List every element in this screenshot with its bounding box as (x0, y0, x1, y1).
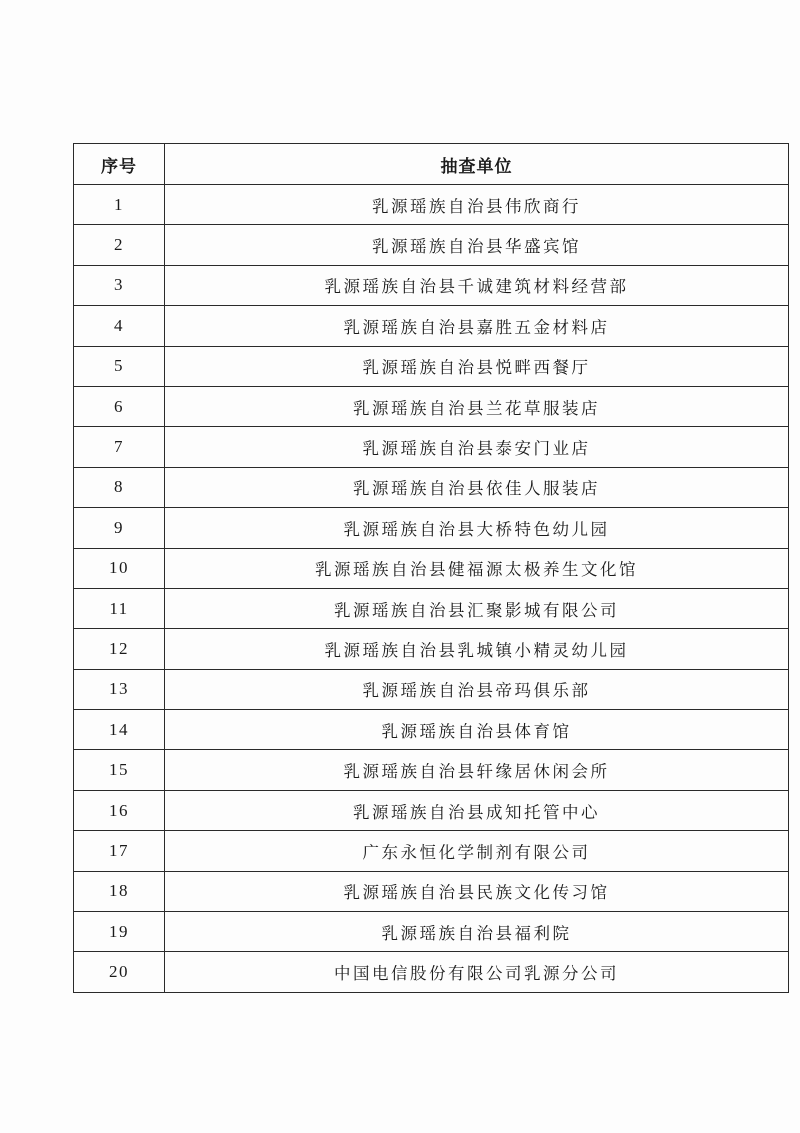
row-seq: 4 (74, 306, 165, 346)
row-seq: 14 (74, 710, 165, 750)
row-seq: 13 (74, 669, 165, 709)
row-seq: 17 (74, 831, 165, 871)
table-row (74, 629, 789, 669)
row-seq: 12 (74, 629, 165, 669)
row-seq: 8 (74, 467, 165, 507)
header-unit: 抽查单位 (165, 144, 789, 185)
table-row (74, 669, 789, 709)
table-body (74, 185, 789, 993)
row-unit: 乳源瑶族自治县依佳人服装店 (165, 467, 789, 507)
row-seq: 19 (74, 912, 165, 952)
row-unit: 广东永恒化学制剂有限公司 (165, 831, 789, 871)
row-unit: 乳源瑶族自治县伟欣商行 (165, 185, 789, 225)
row-seq: 11 (74, 588, 165, 628)
table-row (74, 710, 789, 750)
table-row (74, 548, 789, 588)
table-row (74, 185, 789, 225)
row-seq: 10 (74, 548, 165, 588)
row-unit: 乳源瑶族自治县民族文化传习馆 (165, 871, 789, 911)
header-seq: 序号 (74, 144, 165, 185)
row-seq: 1 (74, 185, 165, 225)
row-unit: 乳源瑶族自治县福利院 (165, 912, 789, 952)
table-row (74, 225, 789, 265)
row-seq: 6 (74, 386, 165, 426)
row-unit: 乳源瑶族自治县华盛宾馆 (165, 225, 789, 265)
table-row (74, 265, 789, 305)
row-unit: 乳源瑶族自治县帝玛俱乐部 (165, 669, 789, 709)
row-unit: 乳源瑶族自治县成知托管中心 (165, 790, 789, 830)
row-seq: 16 (74, 790, 165, 830)
row-seq: 2 (74, 225, 165, 265)
table-row (74, 831, 789, 871)
table-row (74, 386, 789, 426)
row-seq: 15 (74, 750, 165, 790)
inspection-table (73, 143, 789, 993)
table-row (74, 467, 789, 507)
table-row (74, 508, 789, 548)
table-row (74, 952, 789, 992)
row-seq: 20 (74, 952, 165, 992)
table-row (74, 871, 789, 911)
row-seq: 5 (74, 346, 165, 386)
row-unit: 乳源瑶族自治县泰安门业店 (165, 427, 789, 467)
table-row (74, 427, 789, 467)
row-unit: 乳源瑶族自治县轩缘居休闲会所 (165, 750, 789, 790)
table-row (74, 306, 789, 346)
row-unit: 中国电信股份有限公司乳源分公司 (165, 952, 789, 992)
row-unit: 乳源瑶族自治县大桥特色幼儿园 (165, 508, 789, 548)
row-seq: 3 (74, 265, 165, 305)
row-seq: 7 (74, 427, 165, 467)
row-unit: 乳源瑶族自治县嘉胜五金材料店 (165, 306, 789, 346)
table-row (74, 750, 789, 790)
table-row (74, 346, 789, 386)
table-row (74, 790, 789, 830)
row-unit: 乳源瑶族自治县千诚建筑材料经营部 (165, 265, 789, 305)
row-unit: 乳源瑶族自治县体育馆 (165, 710, 789, 750)
row-seq: 9 (74, 508, 165, 548)
row-unit: 乳源瑶族自治县悦畔西餐厅 (165, 346, 789, 386)
table-header-row (74, 144, 789, 185)
row-unit: 乳源瑶族自治县健福源太极养生文化馆 (165, 548, 789, 588)
row-seq: 18 (74, 871, 165, 911)
table-row (74, 588, 789, 628)
table-row (74, 912, 789, 952)
row-unit: 乳源瑶族自治县乳城镇小精灵幼儿园 (165, 629, 789, 669)
row-unit: 乳源瑶族自治县汇聚影城有限公司 (165, 588, 789, 628)
row-unit: 乳源瑶族自治县兰花草服装店 (165, 386, 789, 426)
